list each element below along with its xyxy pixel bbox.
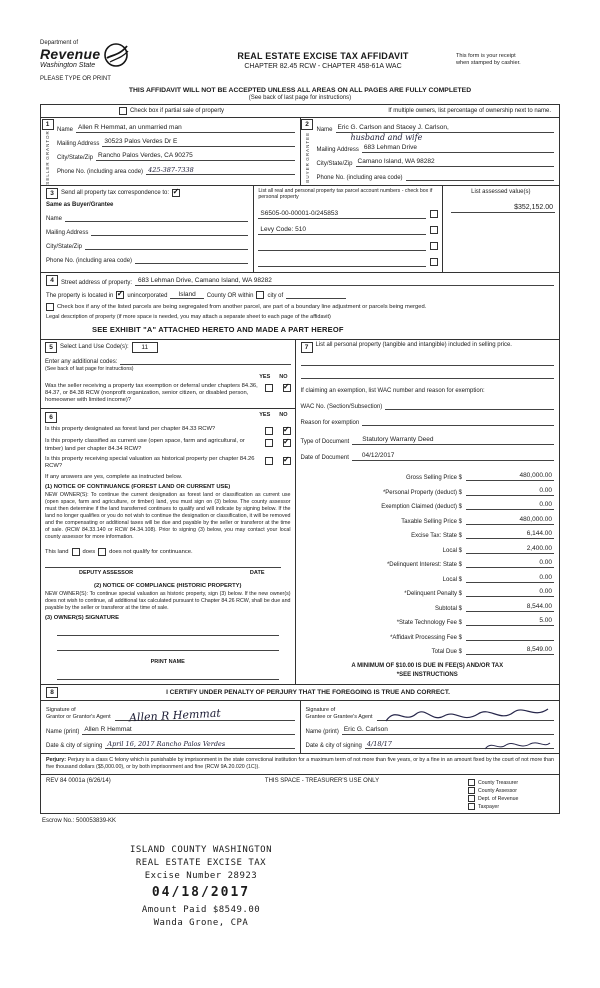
- personal-property-line-2[interactable]: [301, 366, 555, 379]
- section-5-land-use: [41, 340, 295, 410]
- current-use-question: Is this property classified as current use (open space, farm and agricultural, or timber) land per chapter 84.34 RCW?: [45, 438, 245, 452]
- s6-no-header: NO: [279, 412, 288, 419]
- parcel-personal-checkbox-2[interactable]: [430, 226, 438, 234]
- gross-selling-price-field[interactable]: 480,000.00: [466, 472, 554, 481]
- street-address-label: Street address of property:: [61, 279, 133, 286]
- corr-csz-field[interactable]: [85, 241, 248, 250]
- total-due-field[interactable]: 8,549.00: [466, 646, 554, 655]
- grantee-signature-of-label: Signature of: [305, 707, 336, 714]
- section-4-property-location: [41, 272, 559, 339]
- date-label: DATE: [249, 570, 265, 577]
- seller-csz-label: City/State/Zip: [57, 155, 94, 161]
- delinquent-interest-local-field[interactable]: 0.00: [466, 574, 554, 583]
- buyer-name-handwritten: husband and wife: [350, 133, 423, 142]
- stamp-county-line: ISLAND COUNTY WASHINGTON: [129, 845, 273, 856]
- buyer-csz-label: City/State/Zip: [316, 161, 353, 167]
- excise-tax-table: Gross Selling Price $ 480,000.00 *Personal Property (deduct) $ 0.00 Exemption Claimed (deduct) $ 0.00 Taxable Selling Price $ 480,000.00 Excise Tax: State $ 6,144.00 Local $ 2,400.00 *Delinquent Interest: State $ 0.00 Local $ 0.00 *Delinquent Penalty $ 0.00 Subtotal $ 8,544.00 *State Technology Fee $ 5.00 *Affidavit Processing Fee $ Total Due $ 8,549.00: [381, 472, 552, 656]
- grantor-signature-block: [41, 701, 300, 753]
- receipt-note-line1: This form is your receipt: [456, 53, 516, 59]
- grantor-name-print-label: Name (print): [46, 729, 80, 736]
- see-back-note: (See back of last page for instructions): [248, 95, 352, 101]
- city-name-field[interactable]: [286, 291, 346, 299]
- print-name-label: PRINT NAME: [150, 659, 185, 666]
- parcel-number-field[interactable]: S6505-00-00001-0/245853: [258, 210, 425, 219]
- located-in-label: The property is located in: [46, 292, 114, 299]
- legal-description-label: Legal description of property (if more space is needed, you may attach a separate sheet to each page of the affidavit): [46, 313, 331, 320]
- wac-number-field[interactable]: [385, 401, 554, 410]
- revenue-wordmark: Revenue: [40, 46, 101, 62]
- owner-signature-line-2[interactable]: [57, 636, 279, 651]
- grantor-date-city-label: Date & city of signing: [46, 743, 103, 750]
- stamp-date: 04/18/2017: [151, 885, 251, 901]
- parcel-blank-field-2[interactable]: [258, 258, 425, 267]
- q3-yes-checkbox[interactable]: [265, 457, 273, 465]
- stamp-cashier-name: Wanda Grone, CPA: [153, 918, 249, 929]
- corr-address-label: Mailing Address: [46, 229, 89, 236]
- county-treasurer-checkbox[interactable]: [468, 779, 475, 786]
- grantee-signature-line[interactable]: [377, 703, 554, 721]
- section-6-designations: [41, 409, 295, 684]
- agency-block: [40, 40, 190, 82]
- grantee-date-ink-scribble: [482, 739, 552, 753]
- county-or-within-label: County OR within: [206, 292, 254, 299]
- reason-exemption-field[interactable]: [362, 417, 554, 426]
- section-2-number: 2: [301, 119, 313, 130]
- delinquent-interest-state-field[interactable]: 0.00: [466, 559, 554, 568]
- exhibit-a-text: SEE EXHIBIT "A" ATTACHED HERETO AND MADE A PART HEREOF: [92, 324, 344, 334]
- escrow-value: 500053839-KK: [76, 818, 117, 825]
- seller-grantor-vertical-label: SELLER GRANTOR: [45, 130, 50, 185]
- corr-address-field[interactable]: [91, 227, 248, 236]
- parcel-blank-field-1[interactable]: [258, 242, 425, 251]
- q3-no-checkbox[interactable]: [283, 457, 291, 465]
- date-of-document-field[interactable]: 04/12/2017: [352, 452, 554, 461]
- owners-signature-label: (3) OWNER(S) SIGNATURE: [45, 615, 119, 622]
- corr-phone-field[interactable]: [135, 255, 248, 264]
- revenue-swirl-logo-icon: [103, 42, 129, 68]
- county-field[interactable]: Island: [170, 291, 203, 299]
- levy-code-field[interactable]: Levy Code: 510: [258, 226, 425, 235]
- corr-name-field[interactable]: [65, 213, 248, 222]
- dept-of-label: Department of: [40, 40, 79, 46]
- affidavit-page: [40, 40, 560, 930]
- grantor-role-label: Grantor or Grantor's Agent: [46, 714, 111, 721]
- s6-yes-header: YES: [259, 412, 271, 419]
- stamp-excise-number: Excise Number 28923: [144, 870, 258, 881]
- corr-name-label: Name: [46, 215, 63, 222]
- land-does-not-checkbox[interactable]: [98, 548, 106, 556]
- seller-phone-label: Phone No. (including area code): [57, 169, 144, 175]
- grantor-signature-ink: Allen R Hemmat: [128, 706, 221, 725]
- footer-row: [41, 774, 559, 813]
- deputy-assessor-label: DEPUTY ASSESSOR: [79, 570, 134, 577]
- parcel-numbers-header: List all real and personal property tax parcel account numbers - check box if personal property: [258, 187, 433, 201]
- parcel-personal-checkbox-1[interactable]: [430, 210, 438, 218]
- partial-sale-checkbox[interactable]: [119, 107, 127, 115]
- buyer-csz-field[interactable]: Camano Island, WA 98282: [356, 158, 554, 167]
- escrow-label: Escrow No.:: [42, 818, 75, 825]
- corr-phone-label: Phone No. (including area code): [46, 257, 133, 264]
- s5-yes-header: YES: [259, 373, 271, 380]
- same-as-buyer-label: Same as Buyer/Grantee: [46, 201, 114, 208]
- seller-name-field[interactable]: Allen R Hemmat, an unmarried man: [76, 124, 294, 133]
- segregated-checkbox[interactable]: [46, 303, 54, 311]
- sections-5-6-7-row: [41, 339, 559, 685]
- land-use-code-field[interactable]: 11: [132, 342, 158, 353]
- personal-property-label: List all personal property (tangible and intangible) included in selling price.: [315, 341, 512, 348]
- grantee-date-city-field[interactable]: 4/18/17: [365, 740, 554, 749]
- delinquent-penalty-field[interactable]: 0.00: [466, 588, 554, 597]
- q2-no-checkbox[interactable]: [283, 439, 291, 447]
- grantee-signature-block: [300, 701, 560, 753]
- see-instructions-note: *SEE INSTRUCTIONS: [396, 672, 458, 679]
- exemption-question: Was the seller receiving a property tax exemption or deferral under chapters 84.36, 84.37, or 84.38 RCW (nonprofit organization, senior citizen, or disabled person, homeowner with limited income)?: [45, 382, 258, 404]
- taxpayer-checkbox[interactable]: [468, 803, 475, 810]
- additional-codes-field[interactable]: [120, 357, 290, 365]
- taxable-selling-price-field[interactable]: 480,000.00: [466, 516, 554, 525]
- grantor-name-print-field[interactable]: Allen R Hemmat: [82, 726, 294, 735]
- q2-yes-checkbox[interactable]: [265, 439, 273, 447]
- section-8-number: 8: [46, 687, 58, 698]
- copy-distribution-list: County Treasurer County Assessor Dept. of Revenue Taxpayer: [468, 778, 554, 810]
- section-3-tax-correspondence: [41, 185, 559, 272]
- washington-state-label: Washington State: [40, 62, 96, 69]
- notice-continuance-title: (1) NOTICE OF CONTINUANCE (FOREST LAND OR CURRENT USE): [45, 484, 231, 491]
- minimum-fee-note: A MINIMUM OF $10.00 IS DUE IN FEE(S) AND/OR TAX: [351, 663, 504, 670]
- grantee-date-city-label: Date & city of signing: [305, 743, 362, 750]
- grantor-signature-line[interactable]: [115, 703, 295, 725]
- q1-no-checkbox[interactable]: [283, 427, 291, 435]
- grantee-name-print-label: Name (print): [305, 729, 339, 736]
- receipt-note-line2: when stamped by cashier.: [456, 60, 521, 67]
- if-yes-instruction: If any answers are yes, complete as instructed below.: [45, 474, 183, 481]
- city-of-label: city of: [267, 292, 284, 299]
- type-of-document-label: Type of Document: [300, 438, 350, 445]
- buyer-phone-label: Phone No. (including area code): [316, 175, 403, 181]
- notice-compliance-title: (2) NOTICE OF COMPLIANCE (HISTORIC PROPERTY): [94, 583, 242, 590]
- excise-tax-local-field[interactable]: 2,400.00: [466, 545, 554, 554]
- forest-land-question: Is this property designated as forest land per chapter 84.33 RCW?: [45, 426, 216, 433]
- perjury-statement: [41, 753, 559, 774]
- unincorporated-label: unincorporated: [127, 292, 168, 299]
- s5-no-header: NO: [279, 373, 288, 380]
- exemption-claimed-field[interactable]: 0.00: [466, 501, 554, 510]
- buyer-address-label: Mailing Address: [316, 147, 359, 153]
- rev-form-number: REV 84 0001a (6/26/14): [46, 778, 111, 785]
- additional-codes-label: Enter any additional codes:: [45, 358, 118, 365]
- city-checkbox[interactable]: [256, 291, 264, 299]
- print-name-line[interactable]: [57, 665, 279, 680]
- state-technology-fee-field[interactable]: 5.00: [466, 617, 554, 626]
- grantor-signature-of-label: Signature of: [46, 707, 76, 714]
- receipt-note: [456, 40, 560, 82]
- owner-signature-line-1[interactable]: [57, 621, 279, 636]
- section-3-number: 3: [46, 188, 58, 199]
- affidavit-processing-fee-field[interactable]: [466, 632, 554, 641]
- county-assessor-checkbox[interactable]: [468, 787, 475, 794]
- historic-property-question: Is this property receiving special valuation as historical property per chapter 84.26 RCW?: [45, 455, 255, 470]
- perjury-body: Perjury is a class C felony which is punishable by imprisonment in the state correctional institution for a maximum term of not more than five years, or by a fine in an amount fixed by the court of not more than five thousand dollars ($5,000.00), or by both imprisonment and fine (RCW 9A.20.020 (1C)).: [46, 757, 554, 771]
- seller-section: [41, 118, 300, 185]
- land-does-checkbox[interactable]: [72, 548, 80, 556]
- exemption-claim-label: If claiming an exemption, list WAC number and reason for exemption:: [300, 387, 485, 394]
- section-4-number: 4: [46, 275, 58, 286]
- buyer-name-label: Name: [316, 127, 333, 133]
- does-label: does: [82, 549, 96, 556]
- parcel-personal-checkbox-4[interactable]: [430, 258, 438, 266]
- form-header: [40, 40, 560, 82]
- wac-number-label: WAC No. (Section/Subsection): [300, 403, 383, 410]
- stamp-amount-paid: Amount Paid $8549.00: [141, 905, 261, 916]
- buyer-grantee-vertical-label: BUYER GRANTEE: [304, 131, 310, 183]
- assessed-value-field[interactable]: $352,152.00: [451, 204, 555, 213]
- date-of-document-label: Date of Document: [300, 454, 349, 461]
- personal-property-deduct-field[interactable]: 0.00: [466, 487, 554, 496]
- grantee-name-print-field[interactable]: Eric G. Carlson: [342, 726, 554, 735]
- segregated-label: Check box if any of the listed parcels are being segregated from another parcel, are part of a boundary line adjustment or parcels being merged.: [57, 303, 427, 310]
- q1-yes-checkbox[interactable]: [265, 427, 273, 435]
- title-block: [190, 40, 456, 82]
- grantor-date-city-field[interactable]: April 16, 2017 Rancho Palos Verdes: [105, 740, 294, 749]
- buyer-name-field[interactable]: Eric G. Carlson and Stacey J. Carlson,: [336, 124, 554, 133]
- affidavit-form: [40, 104, 560, 814]
- buyer-section: [300, 118, 560, 185]
- type-of-document-field[interactable]: Statutory Warranty Deed: [352, 436, 554, 445]
- reason-exemption-label: Reason for exemption: [300, 419, 360, 426]
- escrow-number-row: [40, 818, 560, 824]
- seller-csz-field[interactable]: Rancho Palos Verdes, CA 90275: [96, 152, 294, 161]
- section-8-certification: [41, 684, 559, 753]
- s5-yes-checkbox[interactable]: [265, 384, 273, 392]
- unincorporated-checkbox[interactable]: [116, 291, 124, 299]
- does-not-label: does not qualify for continuance.: [109, 549, 193, 556]
- please-type-or-print-label: PLEASE TYPE OR PRINT: [40, 76, 111, 82]
- multiple-owners-note: If multiple owners, list percentage of ownership next to name.: [388, 108, 551, 114]
- subtotal-field[interactable]: 8,544.00: [466, 603, 554, 612]
- street-address-field[interactable]: 683 Lehman Drive, Camano Island, WA 98282: [135, 277, 554, 286]
- notice-compliance-body: NEW OWNER(S): To continue special valuation as historic property, sign (3) below. If the new owner(s) does not wish to continue, all additional tax calculated pursuant to Chapter 84.26 RCW, shall be due and payable by the seller or transferor at the time of sale.: [45, 591, 291, 612]
- not-accepted-warning: THIS AFFIDAVIT WILL NOT BE ACCEPTED UNLESS ALL AREAS ON ALL PAGES ARE FULLY COMPLETED: [128, 87, 472, 94]
- s5-no-checkbox[interactable]: [283, 384, 291, 392]
- grantee-signature-ink: [382, 703, 552, 727]
- chapter-line: CHAPTER 82.45 RCW - CHAPTER 458-61A WAC: [244, 63, 402, 70]
- parties-row: [41, 117, 559, 185]
- form-title: REAL ESTATE EXCISE TAX AFFIDAVIT: [237, 51, 409, 61]
- this-land-label: This land: [45, 549, 69, 556]
- seller-address-field[interactable]: 30523 Palos Verdes Dr E: [102, 138, 294, 147]
- top-label-row: [41, 105, 559, 117]
- see-back-instructions-note: (See back of last page for instructions): [45, 365, 134, 372]
- parcel-personal-checkbox-3[interactable]: [430, 242, 438, 250]
- section-1-number: 1: [42, 119, 54, 130]
- county-excise-stamp: [86, 844, 316, 929]
- deputy-assessor-signature-line[interactable]: [45, 556, 281, 568]
- grantee-role-label: Grantee or Grantee's Agent: [305, 714, 373, 721]
- send-correspondence-label: Send all property tax correspondence to:: [61, 190, 170, 197]
- same-as-buyer-checkbox[interactable]: [172, 189, 180, 197]
- stamp-excise-tax-line: REAL ESTATE EXCISE TAX: [135, 858, 267, 869]
- buyer-address-field[interactable]: 683 Lehman Drive: [362, 144, 554, 153]
- section-7-sale-details: [296, 340, 560, 685]
- personal-property-line-1[interactable]: [301, 353, 555, 366]
- partial-sale-label: Check box if partial sale of property: [129, 108, 225, 114]
- section-5-number: 5: [45, 342, 57, 353]
- excise-tax-state-field[interactable]: 6,144.00: [466, 530, 554, 539]
- perjury-certification-statement: I CERTIFY UNDER PENALTY OF PERJURY THAT THE FOREGOING IS TRUE AND CORRECT.: [166, 689, 450, 697]
- seller-phone-field[interactable]: 425-387-7338: [146, 166, 294, 175]
- seller-address-label: Mailing Address: [57, 141, 100, 147]
- treasurers-use-label: THIS SPACE - TREASURER'S USE ONLY: [264, 778, 380, 785]
- corr-csz-label: City/State/Zip: [46, 243, 83, 250]
- notice-continuance-body: NEW OWNER(S): To continue the current designation as forest land or classification as current use (open space, farm and agriculture, or timber) land, you must sign on (3) below. The county assessor must then determine if the land transferred continues to qualify and will indicate by signing below. If the land no longer qualifies or you do not wish to continue the designation or classification, it will be removed and the compensating or additional taxes will be due and payable by the seller or transferor at the time of sale. (RCW 84.33.140 or RCW 84.34.108). Prior to signing (3) below, you may contact your local county assessor for more information.: [45, 492, 291, 541]
- seller-name-label: Name: [57, 127, 74, 133]
- buyer-phone-field[interactable]: [406, 172, 554, 181]
- dept-of-revenue-checkbox[interactable]: [468, 795, 475, 802]
- section-6-number: 6: [45, 412, 57, 423]
- perjury-label: Perjury:: [46, 757, 67, 764]
- assessed-value-header: List assessed value(s): [471, 188, 531, 195]
- section-7-number: 7: [301, 342, 313, 353]
- land-use-code-label: Select Land Use Code(s):: [60, 344, 129, 351]
